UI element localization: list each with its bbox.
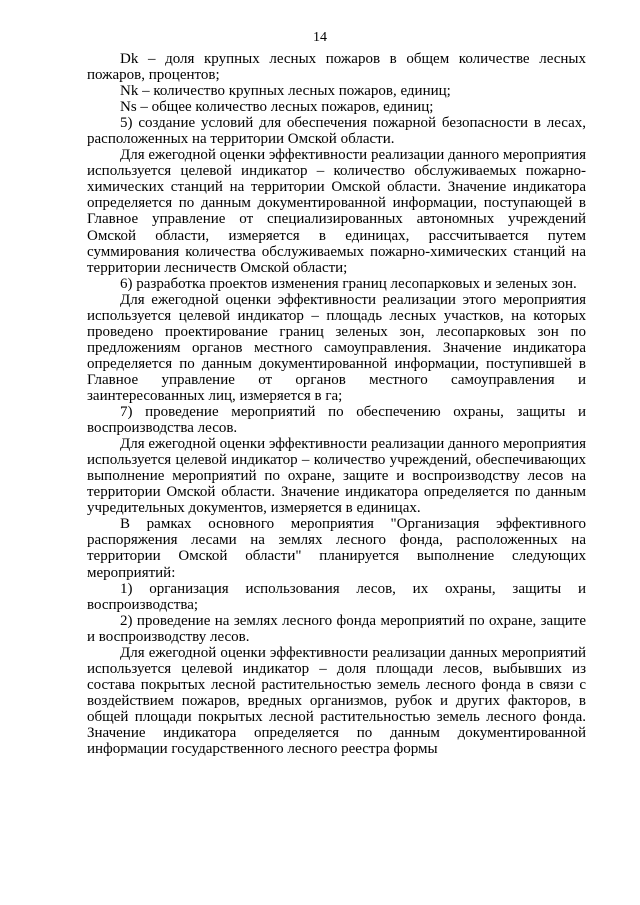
paragraph-indicator-forest-share: Для ежегодной оценки эффективности реализации данных мероприятий используется целевой индикатор – доля площади лесов, выбывших из состава покрытых лесной растительностью земель лесного фонда в связи с воздействием пожаров, вредных организмов, рубок и других факторов, в общей площади покрытых лесной растительностью земель лесного фонда. Значение индикатора определяется по данным документированной информации государственного лесного реестра формы (87, 644, 586, 758)
paragraph-indicator-institutions: Для ежегодной оценки эффективности реализации данного мероприятия используется целевой индикатор – количество учреждений, обеспечивающих выполнение мероприятий по охране, защите и воспроизводству лесов на территории Омской области. Значение индикатора определяется по данным учредительных документов, измеряется в единицах. (87, 436, 586, 517)
paragraph-main-activity: В рамках основного мероприятия "Организация эффективного распоряжения лесами на землях лесного фонда, расположенных на территории Омской области" планируется выполнение следующих мероприятий: (87, 516, 586, 581)
paragraph-ns-definition: Ns – общее количество лесных пожаров, единиц; (120, 99, 434, 116)
paragraph-dk-definition: Dk – доля крупных лесных пожаров в общем количестве лесных пожаров, процентов; (87, 51, 586, 84)
paragraph-item-5: 5) создание условий для обеспечения пожарной безопасности в лесах, расположенных на территории Омской области. (87, 115, 586, 148)
paragraph-indicator-green-zones: Для ежегодной оценки эффективности реализации этого мероприятия используется целевой индикатор – площадь лесных участков, на которых проведено проектирование границ зеленых зон, лесопарковых зон по предложениям органов местного самоуправления. Значение индикатора определяется по данным документированной информации, поступившей в Главное управление от органов местного самоуправления и заинтересованных лиц, измеряется в га; (87, 291, 586, 404)
paragraph-item-6: 6) разработка проектов изменения границ лесопарковых и зеленых зон. (120, 275, 577, 292)
paragraph-indicator-fire-stations: Для ежегодной оценки эффективности реализации данного мероприятия используется целевой индикатор – количество обслуживаемых пожарно-химических станций на территории Омской области. Значение индикатора определяется по данным документированной информации, поступающей в Главное управление от специализированных автономных учреждений Омской области, измеряется в единицах, рассчитывается путем суммирования количества обслуживаемых пожарно-химических станций на территории лесничеств Омской области; (87, 147, 586, 276)
body-text (87, 51, 586, 757)
paragraph-activity-1: 1) организация использования лесов, их охраны, защиты и воспроизводства; (87, 580, 586, 613)
paragraph-nk-definition: Nk – количество крупных лесных пожаров, единиц; (120, 83, 451, 100)
paragraph-item-7: 7) проведение мероприятий по обеспечению охраны, защиты и воспроизводства лесов. (87, 404, 586, 437)
page-number: 14 (313, 30, 327, 45)
paragraph-activity-2: 2) проведение на землях лесного фонда мероприятий по охране, защите и воспроизводству лесов. (87, 612, 586, 645)
